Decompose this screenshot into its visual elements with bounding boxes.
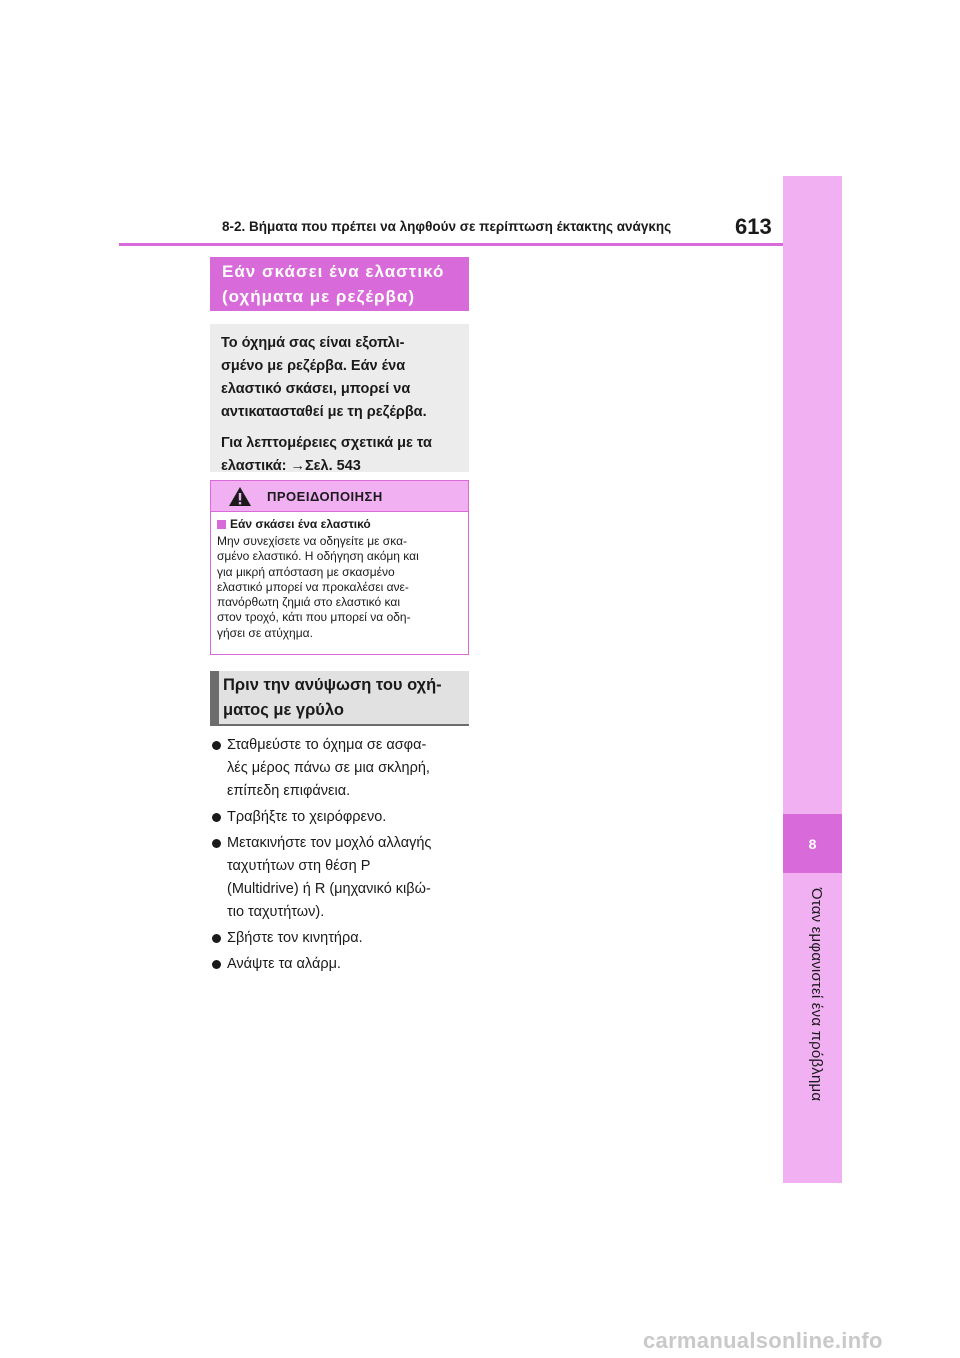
info-paragraph-2 [221,432,459,478]
warning-text [217,534,462,641]
info-line: σμένο με ρεζέρβα. Εάν ένα [221,358,406,374]
warning-line: στον τροχό, κάτι που μπορεί να οδη- [217,610,411,625]
section-heading-line-2: (οχήματα με ρεζέρβα) [222,287,416,306]
info-line: ελαστικό σκάσει, μπορεί να [221,381,411,397]
warning-box [210,480,469,655]
running-header: 8-2. Βήματα που πρέπει να ληφθούν σε περίπτωση έκτακτης ανάγκης [222,219,672,234]
preparation-steps-list [210,734,472,979]
warning-title: ΠΡΟΕΙΔΟΠΟΙΗΣΗ [267,488,383,504]
warning-line: Μην συνεχίσετε να οδηγείτε με σκα- [217,534,407,548]
bullet-dot-icon [212,741,221,750]
page-number: 613 [735,214,772,239]
bullet-dot-icon [212,839,221,848]
bullet-dot-icon [212,960,221,969]
warning-line: πανόρθωτη ζημιά στο ελαστικό και [217,595,400,610]
list-item: Μετακινήστε τον μοχλό αλλαγής ταχυτήτων στη θέση P (Multidrive) ή R (μηχανικό κιβώ- τιο ταχυτήτων). [210,832,472,924]
warning-line: σμένο ελαστικό. Η οδήγηση ακόμη και [217,549,419,564]
list-item: Σβήστε τον κινητήρα. [210,927,472,950]
chapter-side-tab [783,176,842,1183]
bullet-dot-icon [212,934,221,943]
warning-header [211,481,468,512]
warning-subtitle [217,517,462,531]
info-box [210,324,469,472]
page-reference-link[interactable]: ελαστικά: →Σελ. 543 [221,458,361,474]
section-heading-bar [210,671,219,724]
warning-subtitle-text: Εάν σκάσει ένα ελαστικό [230,517,371,531]
list-item: Τραβήξτε το χειρόφρενο. [210,806,472,829]
square-bullet-icon [217,520,226,529]
section-heading-jacking [210,671,469,726]
warning-line: ελαστικό μπορεί να προκαλέσει ανε- [217,579,409,594]
warning-body [211,512,468,641]
section-heading-flat-tire [210,257,469,311]
list-item: Σταθμεύστε το όχημα σε ασφα- λές μέρος πάνω σε μια σκληρή, επίπεδη επιφάνεια. [210,734,472,803]
section-heading-line-1: Εάν σκάσει ένα ελαστικό [222,262,445,281]
header-rule [119,243,783,246]
info-line: Το όχημά σας είναι εξοπλι- [221,335,405,351]
section-heading-line-1: Πριν την ανύψωση του οχή- [223,676,442,694]
watermark: carmanualsonline.info [643,1328,883,1353]
warning-line: γήσει σε ατύχημα. [217,625,313,640]
chapter-title: Όταν εμφανιστεί ένα πρόβλημα [808,888,825,1102]
info-line: αντικατασταθεί με τη ρεζέρβα. [221,404,427,420]
section-heading-text [223,673,463,723]
warning-line: για μικρή απόσταση με σκασμένο [217,564,395,579]
section-heading-line-2: ματος με γρύλο [223,701,344,719]
chapter-number: 8 [783,814,842,873]
info-paragraph-1 [221,332,459,424]
list-item: Ανάψτε τα αλάρμ. [210,953,472,976]
warning-triangle-icon [227,485,253,507]
info-line: Για λεπτομέρειες σχετικά με τα [221,435,432,451]
bullet-dot-icon [212,813,221,822]
